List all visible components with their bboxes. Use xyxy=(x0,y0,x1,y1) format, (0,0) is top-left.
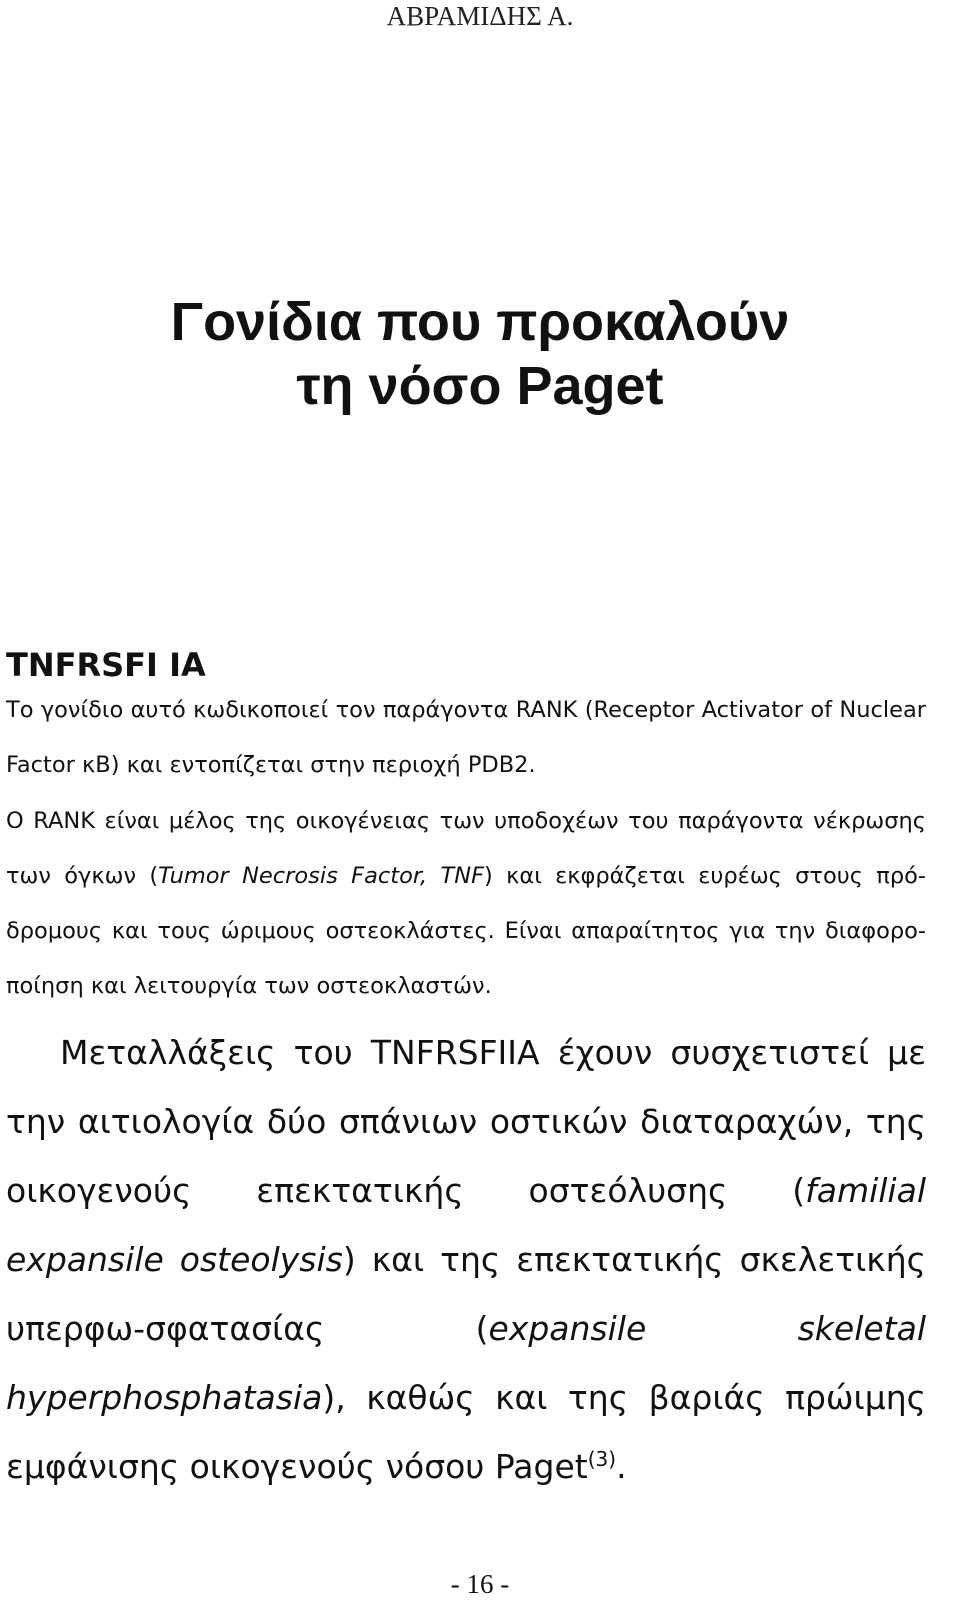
paragraph-rank-text-1: O RANK είναι μέλος της οικογένειας των υποδοχέων του παράγοντα νέκρωσης των όγκων ( xyxy=(6,808,926,889)
paragraph-mutations-italic-1: familial expansile osteolysis xyxy=(6,1171,926,1279)
page-number: - 16 - xyxy=(450,1569,510,1599)
citation-reference: (3) xyxy=(587,1447,617,1471)
paragraph-mutations-text-3: ), καθώς και της βαριάς πρώιμης εμφάνισης οικογενούς νόσου Paget xyxy=(6,1378,926,1486)
chapter-title xyxy=(0,290,960,418)
paragraph-gene-description xyxy=(6,683,926,793)
paragraph-mutations-text-2: ) και της επεκτατικής σκελετικής υπερφω-σφατασίας ( xyxy=(6,1240,926,1348)
paragraph-mutations xyxy=(6,1018,926,1501)
paragraph-mutations-end: . xyxy=(616,1447,627,1486)
paragraph-rank-description xyxy=(6,794,926,1014)
paragraph-mutations-text-1: Μεταλλάξεις του TNFRSFIIA έχουν συσχετιστεί με την αιτιολογία δύο σπάνιων οστικών διαταραχών, της οικογενούς επεκτατικής οστεόλυσης ( xyxy=(6,1033,926,1210)
chapter-title-line-2: τη νόσο Paget xyxy=(296,356,664,416)
paragraph-rank-italic-term: Tumor Necrosis Factor, TNF xyxy=(158,863,485,889)
paragraph-gene-description-text: Το γονίδιο αυτό κωδικοποιεί τον παράγοντα RANK (Receptor Activator of Nuclear Factor κB) και εντοπίζεται στην περιοχή PDB2. xyxy=(6,697,926,778)
chapter-title-line-1: Γονίδια που προκαλούν xyxy=(170,292,790,352)
paragraph-mutations-italic-2: expansile skeletal hyperphosphatasia xyxy=(6,1309,926,1417)
paragraph-rank-text-2: ) και εκφράζεται ευρέως στους πρό-δρομους και τους ώριμους οστεοκλάστες. Είναι απαραίτητος για την διαφορο-ποίηση και λειτουργία των οστεοκλαστών. xyxy=(6,863,926,999)
running-header: ΑΒΡΑΜΙΔΗΣ Α. xyxy=(386,1,574,31)
section-heading: TNFRSFI IA xyxy=(6,646,206,684)
